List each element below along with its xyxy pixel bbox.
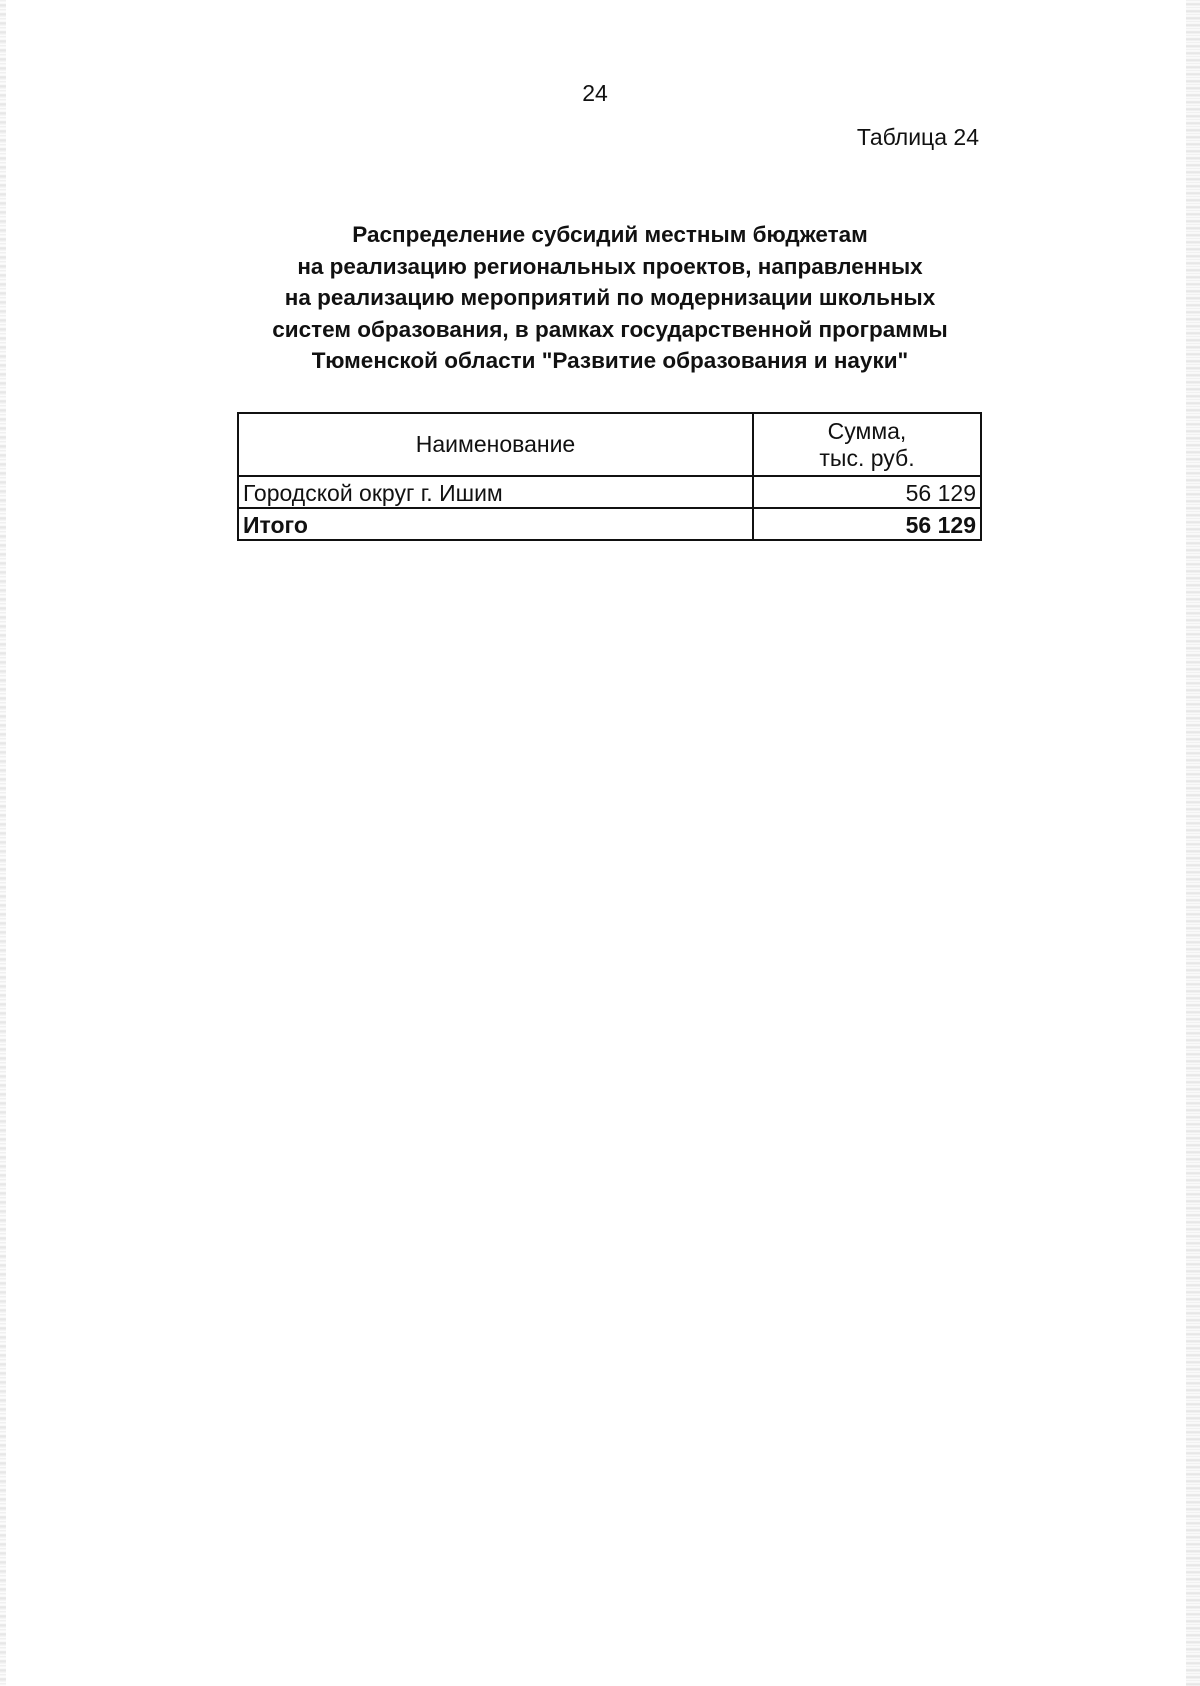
title-line: Тюменской области "Развитие образования и науки" bbox=[311, 348, 909, 373]
header-sum-line1: Сумма, bbox=[827, 417, 907, 444]
header-sum bbox=[753, 413, 981, 476]
header-name: Наименование bbox=[238, 413, 753, 476]
title-line: систем образования, в рамках государственной программы bbox=[272, 316, 948, 342]
row-name: Городской округ г. Ишим bbox=[238, 476, 753, 508]
table-label: Таблица 24 bbox=[856, 124, 979, 150]
total-sum: 56 129 bbox=[753, 508, 981, 540]
title-line: Распределение субсидий местным бюджетам bbox=[352, 222, 868, 247]
scan-edge-right bbox=[1186, 0, 1200, 1686]
row-sum: 56 129 bbox=[753, 476, 981, 508]
table-row bbox=[238, 476, 981, 508]
title-line: на реализацию региональных проектов, направленных bbox=[297, 253, 923, 279]
header-sum-line2: тыс. руб. bbox=[819, 444, 915, 471]
total-row bbox=[238, 508, 981, 540]
page-number: 24 bbox=[582, 80, 608, 106]
document-title bbox=[230, 219, 990, 377]
subsidy-table bbox=[237, 412, 982, 541]
scan-edge-left bbox=[0, 0, 6, 1686]
title-line: на реализацию мероприятий по модернизации школьных bbox=[284, 285, 936, 310]
table-header-row bbox=[238, 413, 981, 476]
total-name: Итого bbox=[238, 508, 753, 540]
